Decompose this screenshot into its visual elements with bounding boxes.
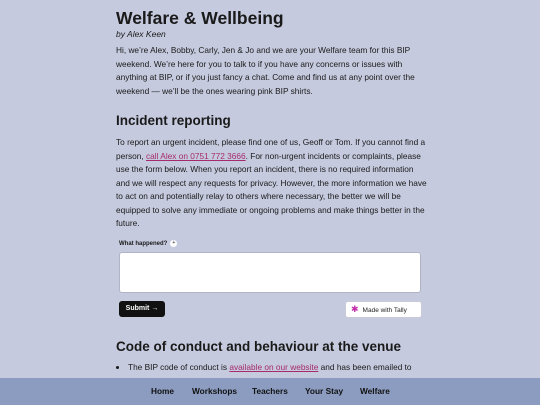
incident-text-before: To report an urgent incident, please find one of us, Geoff or Tom. If you cannot find a person,: [116, 137, 426, 161]
call-alex-link[interactable]: call Alex on 0751 772 3666: [145, 150, 246, 161]
bottom-nav: [0, 378, 540, 405]
form-label: What happened?: [119, 241, 168, 248]
nav-item-teachers[interactable]: Teachers: [252, 386, 288, 396]
submit-button[interactable]: [119, 301, 165, 317]
nav-item-your-stay[interactable]: Your Stay: [305, 386, 344, 396]
nav-item-workshops[interactable]: Workshops: [192, 386, 238, 396]
tally-label: Made with Tally: [362, 307, 407, 314]
incident-heading: Incident reporting: [116, 113, 231, 128]
arrow-right-icon: →: [151, 305, 159, 312]
conduct-heading: Code of conduct and behaviour at the venue: [116, 339, 402, 354]
incident-paragraph: [116, 136, 428, 231]
incident-text-after: . For non-urgent incidents or complaints, please use the form below. When you report an incident, there is no required information and we will respect any requests for privacy. However, the more information we have to act on and potentially relay to others where necessary, the better we will be equipped to solve any immediate or ongoing problems and make things better in the future.: [116, 150, 427, 228]
tally-star-icon: ✱: [351, 304, 359, 314]
intro-paragraph: Hi, we’re Alex, Bobby, Carly, Jen & Jo and we are your Welfare team for this BIP weekend. We’re here for you to talk to if you have any concerns or issues with anything at BIP, or if you just fancy a chat. Come and find us at any point over the weekend — we’ll be the ones wearing pink BIP shirts.: [116, 45, 415, 96]
list-item: [128, 361, 438, 374]
submit-label: Submit: [125, 305, 150, 312]
made-with-tally-badge[interactable]: [345, 301, 422, 318]
nav-item-welfare[interactable]: Welfare: [360, 386, 390, 396]
byline: by Alex Keen: [116, 29, 166, 39]
conduct-text-before: The BIP code of conduct is: [128, 362, 230, 372]
page-title: Welfare & Wellbeing: [116, 8, 284, 28]
conduct-text-after: and has been emailed to: [318, 362, 412, 372]
help-icon[interactable]: +: [170, 240, 177, 247]
form-label-container: [119, 240, 177, 247]
conduct-list: [116, 361, 438, 374]
code-of-conduct-link[interactable]: available on our website: [229, 362, 319, 372]
nav-item-home[interactable]: Home: [151, 386, 175, 396]
what-happened-textarea[interactable]: [119, 252, 421, 293]
